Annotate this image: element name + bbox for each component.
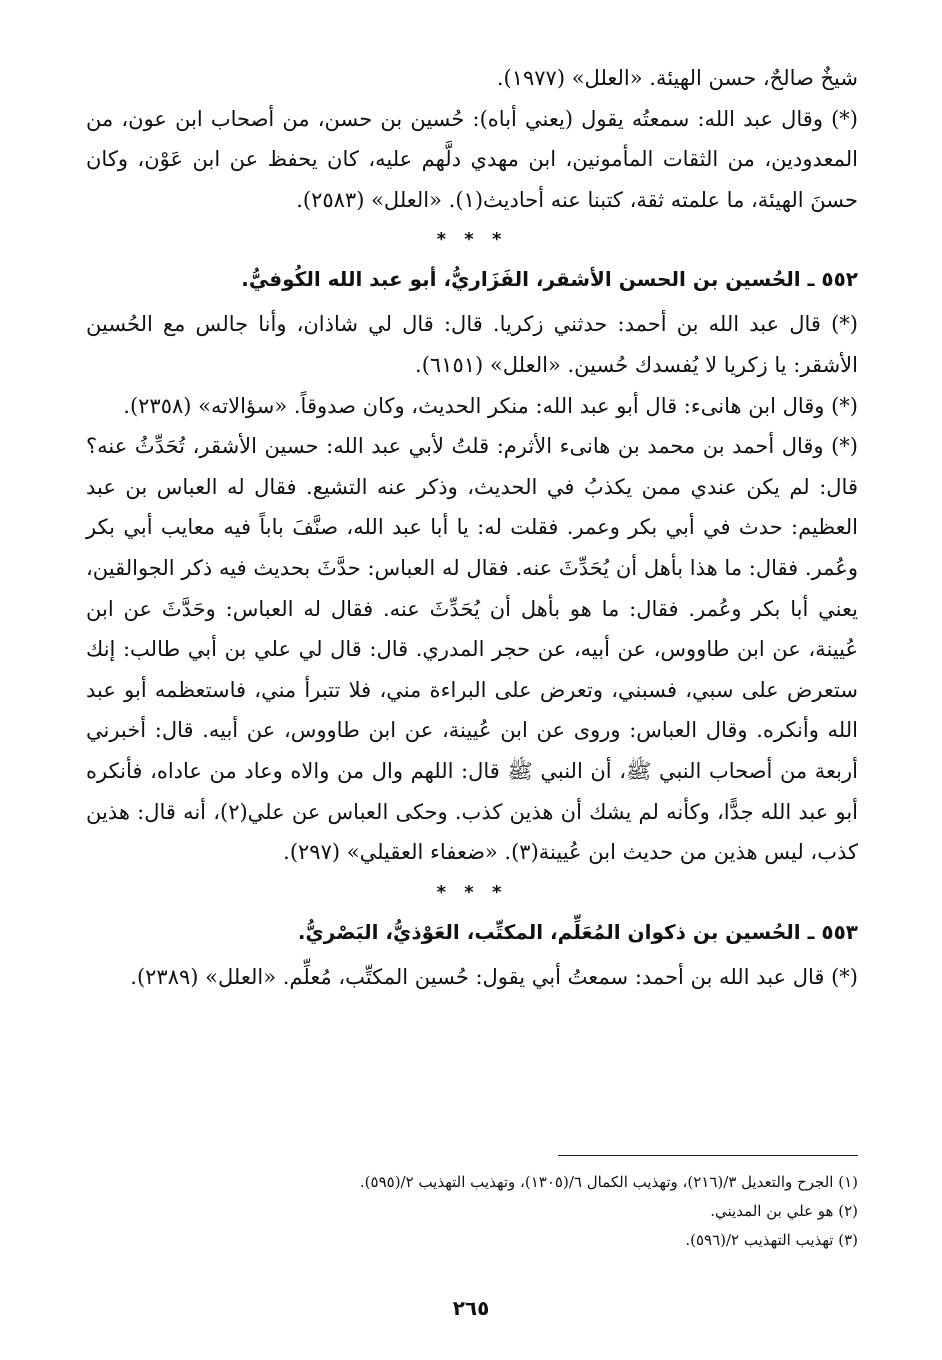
entry-heading-552: ٥٥٢ ـ الحُسين بن الحسن الأشقر، الفَزَاريُّ، أبو عبد الله الكُوفيُّ. — [241, 267, 858, 292]
entry-heading-553: ٥٥٣ ـ الحُسين بن ذكوان المُعَلِّم، المكتِّب، العَوْذيُّ، البَصْريُّ. — [297, 919, 858, 944]
section-separator: * * * — [436, 229, 508, 251]
page-number: ٢٦٥ — [452, 1296, 490, 1320]
footnote-1: (١) الجرح والتعديل ٣/(٢١٦)، وتهذيب الكمال ٦/(١٣٠٥)، وتهذيب التهذيب ٢/(٥٩٥). — [359, 1173, 858, 1191]
footnotes — [86, 1155, 858, 1255]
paragraph-narration-athram: (*) وقال أحمد بن محمد بن هانىء الأثرم: قلتُ لأبي عبد الله: حسين الأشقر، تُحَدِّثُ عنه؟ قال: لم يكن عندي ممن يكذبُ في الحديث، وذكر عنه التشيع. فقال له العباس بن عبد العظيم: حدث في أبي بكر وعمر. فقلت له: يا أبا عبد الله، صنَّفَ باباً فيه معايب أبي بكر وعُمر. فقال: ما هذا بأهل أن يُحَدِّثَ عنه. فقال له العباس: حدَّثَ بحديث فيه ذكر الجوالقين، يعني أبا بكر وعُمر. فقال: ما هو بأهل أن يُحَدِّثَ عنه. فقال له العباس: وحَدَّثَ عن ابن عُيينة، عن ابن طاووس، عن أبيه، عن حجر المدري. قال: قال لي علي بن أبي طالب: إنك ستعرض على سبي، فسبني، وتعرض على البراءة مني، فلا تتبرأ مني، فاستعظمه أبو عبد الله وأنكره. وقال العباس: وروى عن ابن عُيينة، عن ابن طاووس، عن أبيه. قال: أخبرني أربعة من أصحاب النبي ﷺ، أن النبي ﷺ قال: اللهم وال من والاه وعاد من عاداه، فأنكره أبو عبد الله جدًّا، وكأنه لم يشك أن هذين كذب. وحكى العباس عن علي(٢)، أنه قال: هذين كذب، ليس هذين من حديث ابن عُيينة(٣). «ضعفاء العقيلي» (٢٩٧). — [86, 434, 858, 865]
paragraph-narration-abdullah: (*) وقال عبد الله: سمعتُه يقول (يعني أباه): حُسين بن حسن، من أصحاب ابن عون، من المعدودين، من الثقات المأمونين، ابن مهدي دلَّهم عليه، كان يحفظ عن ابن عَوْن، وكان حسنَ الهيئة، ما علمته ثقة، كتبنا عنه أحاديث(١). «العلل» (٢٥٨٣). — [86, 106, 858, 212]
footnote-divider — [558, 1155, 858, 1156]
section-separator: * * * — [436, 881, 508, 903]
footnote-2: (٢) هو علي بن المديني. — [710, 1202, 858, 1220]
footnote-3: (٣) تهذيب التهذيب ٢/(٥٩٦). — [685, 1231, 858, 1249]
paragraph-intro-continuation: شيخٌ صالحٌ، حسن الهيئة. «العلل» (١٩٧٧). — [496, 66, 858, 90]
paragraph-narration-zakariya: (*) قال عبد الله بن أحمد: حدثني زكريا. قال: قال لي شاذان، وأنا جالس مع الحُسين الأشقر: يا زكريا لا يُفسدك حُسين. «العلل» (٦١٥١). — [86, 312, 858, 377]
paragraph-narration-mukattib: (*) قال عبد الله بن أحمد: سمعتُ أبي يقول: حُسين المكتِّب، مُعلِّم. «العلل» (٢٣٨٩). — [130, 964, 858, 989]
paragraph-narration-ibn-hani: (*) وقال ابن هانىء: قال أبو عبد الله: منكر الحديث، وكان صدوقاً. «سؤالاته» (٢٣٥٨). — [123, 393, 858, 418]
